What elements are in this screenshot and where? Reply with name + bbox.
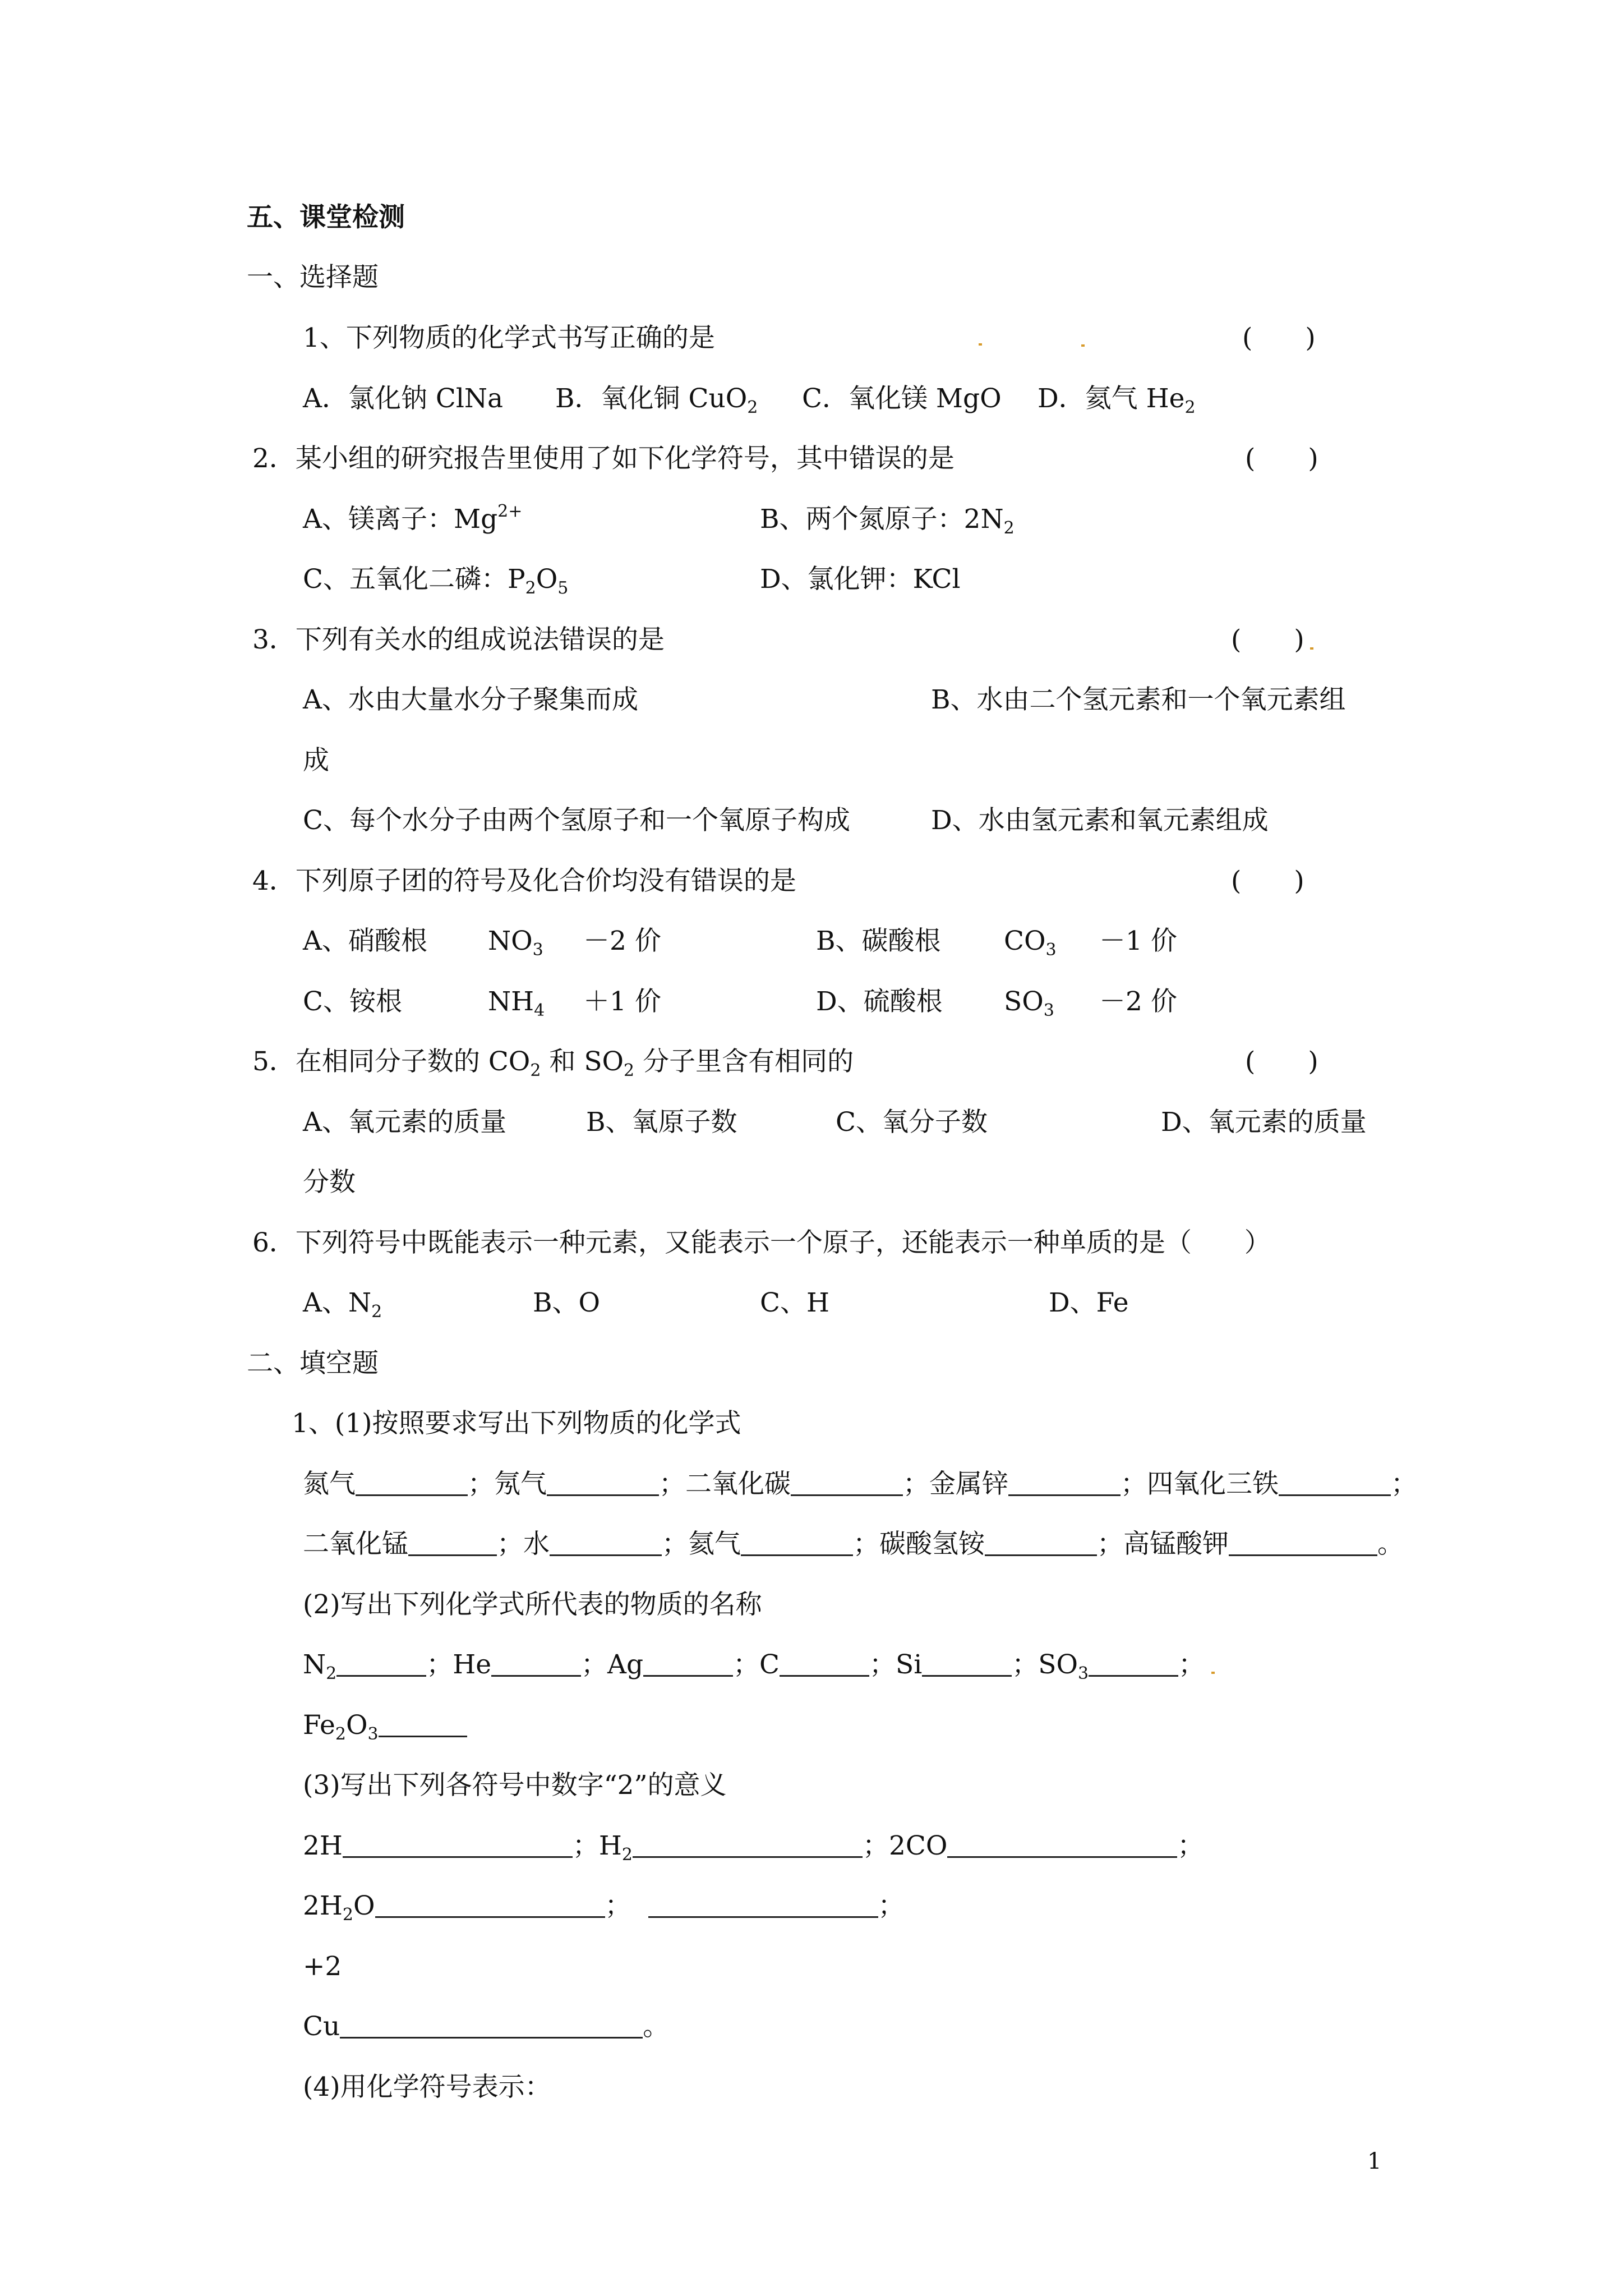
answer-blank[interactable] xyxy=(550,1527,662,1556)
answer-blank[interactable] xyxy=(336,1648,426,1677)
question-2-paren: ( ) xyxy=(1245,443,1318,474)
answer-blank[interactable] xyxy=(780,1648,869,1677)
fill-row-7: Cu 。 xyxy=(303,2011,670,2042)
question-3-option-b-cont: 成 xyxy=(303,745,329,776)
question-2-option-d: D、氯化钾：KCl xyxy=(760,564,961,595)
question-3-stem: 3．下列有关水的组成说法错误的是 xyxy=(252,624,665,655)
question-1-option-c: C．氧化镁 MgO xyxy=(802,383,1002,414)
question-4-option-a-valence: －2 价 xyxy=(583,926,661,956)
question-5-option-c: C、氧分子数 xyxy=(836,1107,988,1138)
fill-1-part-2: (2)写出下列化学式所代表的物质的名称 xyxy=(303,1589,762,1620)
scan-dot xyxy=(1211,1672,1215,1674)
answer-blank[interactable] xyxy=(343,1829,573,1858)
fill-row-6: $2H_2O$ ； ； xyxy=(303,1890,905,1925)
question-6-stem: 6．下列符号中既能表示一种元素，又能表示一个原子，还能表示一种单质的是（ ） xyxy=(252,1227,1271,1258)
scan-dot xyxy=(979,343,982,346)
question-2-option-a: A、镁离子：$Mg^{2+}$ xyxy=(303,501,523,535)
question-4-stem: 4．下列原子团的符号及化合价均没有错误的是 xyxy=(252,866,796,896)
question-4-option-b-formula: $CO_3$ xyxy=(1004,926,1057,960)
question-1-option-a: A．氯化钠 ClNa xyxy=(303,383,504,414)
question-4-option-b-name: B、碳酸根 xyxy=(816,926,941,956)
question-3-option-b: B、水由二个氢元素和一个氧元素组 xyxy=(931,684,1346,715)
question-4-option-d-name: D、硫酸根 xyxy=(816,986,943,1017)
question-5-option-b: B、氧原子数 xyxy=(586,1107,737,1138)
scan-dot xyxy=(1310,647,1313,650)
answer-blank[interactable] xyxy=(547,1467,659,1496)
fill-row-2: 二氧化锰 ；水 ；氦气 ；碳酸氢铵 ；高锰酸钾 。 xyxy=(303,1529,1404,1559)
answer-blank[interactable] xyxy=(379,1709,467,1737)
question-6-option-a: A、$N_2$ xyxy=(303,1287,382,1322)
question-4-option-d-valence: －2 价 xyxy=(1099,986,1177,1017)
section-heading: 五、课堂检测 xyxy=(247,202,405,233)
answer-blank[interactable] xyxy=(1279,1467,1391,1496)
answer-blank[interactable] xyxy=(1008,1467,1121,1496)
fill-row-1: 氮气 ；氖气 ；二氧化碳 ；金属锌 ；四氧化三铁 ； xyxy=(303,1469,1417,1499)
question-1-paren: ( ) xyxy=(1242,323,1316,353)
answer-blank[interactable] xyxy=(648,1889,878,1918)
question-2-option-b: B、两个氮原子：$2N_2$ xyxy=(760,504,1015,538)
question-6-option-c: C、H xyxy=(760,1287,829,1318)
question-4-option-c-formula: $NH_4$ xyxy=(488,986,545,1020)
answer-blank[interactable] xyxy=(633,1829,863,1858)
fill-row-4: $Fe_2O_3$ xyxy=(303,1709,467,1742)
question-5-option-d: D、氧元素的质量 xyxy=(1161,1107,1367,1138)
answer-blank[interactable] xyxy=(741,1527,853,1556)
page-number: 1 xyxy=(1367,2148,1382,2174)
question-4-option-d-formula: $SO_3$ xyxy=(1004,986,1054,1020)
fill-row-3: $N_2$ ；He ；Ag ；C ；Si ；$SO_3$ ； xyxy=(303,1649,1205,1683)
answer-blank[interactable] xyxy=(922,1648,1012,1677)
question-4-option-a-name: A、硝酸根 xyxy=(303,926,427,956)
question-4-option-c-valence: ＋1 价 xyxy=(583,986,661,1017)
answer-blank[interactable] xyxy=(340,2010,643,2039)
answer-blank[interactable] xyxy=(791,1467,903,1496)
answer-blank[interactable] xyxy=(985,1527,1097,1556)
question-6-option-d: D、Fe xyxy=(1049,1287,1129,1318)
question-3-option-a: A、水由大量水分子聚集而成 xyxy=(303,684,638,715)
answer-blank[interactable] xyxy=(1229,1527,1377,1556)
question-5-option-a: A、氧元素的质量 xyxy=(303,1107,506,1138)
question-1-option-b: B．氧化铜 CuO$_2$ xyxy=(555,383,758,417)
fill-row-5: 2H ；$H_2$ ；2CO ； xyxy=(303,1830,1204,1865)
question-4-paren: ( ) xyxy=(1231,866,1304,896)
scan-dot xyxy=(1081,344,1085,347)
question-3-paren: ( ) xyxy=(1231,624,1304,655)
question-4-option-c-name: C、铵根 xyxy=(303,986,402,1017)
answer-blank[interactable] xyxy=(1089,1648,1178,1677)
question-1-stem: 1、下列物质的化学式书写正确的是 xyxy=(303,323,715,353)
answer-blank[interactable] xyxy=(408,1527,497,1556)
fill-1-part-3: (3)写出下列各符号中数字“2”的意义 xyxy=(303,1770,727,1801)
question-1-option-d: D．氦气 $He_2$ xyxy=(1038,383,1196,417)
answer-blank[interactable] xyxy=(947,1829,1177,1858)
question-5-option-d-cont: 分数 xyxy=(303,1167,356,1198)
charge-label: +2 xyxy=(303,1951,342,1982)
question-3-option-d: D、水由氢元素和氧元素组成 xyxy=(931,805,1269,836)
answer-blank[interactable] xyxy=(356,1467,468,1496)
question-4-option-a-formula: $NO_3$ xyxy=(488,926,543,960)
section-title-fill: 二、填空题 xyxy=(247,1348,379,1379)
answer-blank[interactable] xyxy=(491,1648,581,1677)
fill-1-part-4: (4)用化学符号表示： xyxy=(303,2072,551,2102)
question-2-stem: 2．某小组的研究报告里使用了如下化学符号，其中错误的是 xyxy=(252,443,955,474)
question-4-option-b-valence: －1 价 xyxy=(1099,926,1177,956)
question-2-option-c: C、五氧化二磷：$P_2O_5$ xyxy=(303,564,569,598)
fill-1-intro: 1、(1)按照要求写出下列物质的化学式 xyxy=(292,1408,741,1439)
section-title-choice: 一、选择题 xyxy=(247,262,379,293)
answer-blank[interactable] xyxy=(643,1648,733,1677)
answer-blank[interactable] xyxy=(375,1889,605,1918)
question-5-stem: 5．在相同分子数的 $CO_2$ 和 $SO_2$ 分子里含有相同的 xyxy=(252,1046,854,1080)
question-3-option-c: C、每个水分子由两个氢原子和一个氧原子构成 xyxy=(303,805,850,836)
question-6-option-b: B、O xyxy=(533,1287,601,1318)
question-5-paren: ( ) xyxy=(1245,1046,1318,1077)
